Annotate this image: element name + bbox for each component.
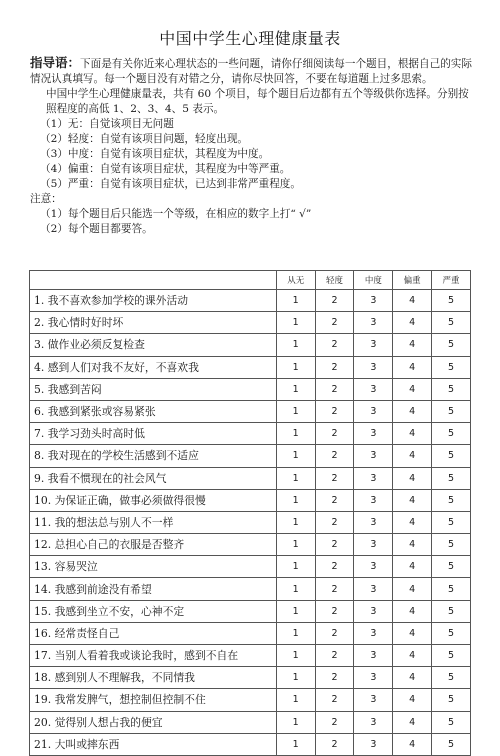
level-item: （5）严重：自觉有该项目症状，已达到非常严重程度。 [40,178,301,190]
score-option[interactable]: 3 [354,423,393,445]
score-option[interactable]: 5 [432,689,471,711]
score-option[interactable]: 2 [315,467,354,489]
score-option[interactable]: 1 [276,356,315,378]
score-option[interactable]: 5 [432,667,471,689]
score-option[interactable]: 2 [315,489,354,511]
question-text: 3. 做作业必须反复检查 [30,334,277,356]
question-text: 17. 当别人看着我或谈论我时，感到不自在 [30,645,277,667]
table-row [30,534,471,556]
score-option[interactable]: 5 [432,334,471,356]
score-option[interactable]: 5 [432,423,471,445]
score-option[interactable]: 2 [315,290,354,312]
score-option[interactable]: 4 [393,312,432,334]
score-option[interactable]: 2 [315,312,354,334]
score-option[interactable]: 5 [432,556,471,578]
score-option[interactable]: 3 [354,645,393,667]
notes-list [30,207,472,237]
score-option[interactable]: 4 [393,645,432,667]
score-option[interactable]: 4 [393,600,432,622]
question-text: 9. 我看不惯现在的社会风气 [30,467,277,489]
table-row [30,489,471,511]
notes-heading: 注意： [30,193,62,205]
score-option[interactable]: 2 [315,578,354,600]
instructions [30,55,472,237]
score-option[interactable]: 1 [276,334,315,356]
score-option[interactable]: 1 [276,445,315,467]
score-option[interactable]: 4 [393,378,432,400]
question-text: 19. 我常发脾气，想控制但控制不住 [30,689,277,711]
score-option[interactable]: 4 [393,534,432,556]
score-option[interactable]: 3 [354,445,393,467]
score-option[interactable]: 4 [393,667,432,689]
table-row [30,556,471,578]
score-option[interactable]: 5 [432,290,471,312]
question-text: 13. 容易哭泣 [30,556,277,578]
score-option[interactable]: 2 [315,334,354,356]
score-option[interactable]: 4 [393,578,432,600]
score-option[interactable]: 5 [432,378,471,400]
score-option[interactable]: 1 [276,667,315,689]
score-option[interactable]: 3 [354,378,393,400]
page-title: 中国中学生心理健康量表 [159,29,341,48]
score-option[interactable]: 2 [315,689,354,711]
header-none: 从无 [276,271,315,290]
score-option[interactable]: 2 [315,600,354,622]
guide-lead: 指导语： [30,55,81,70]
score-option[interactable]: 3 [354,622,393,644]
score-option[interactable]: 3 [354,534,393,556]
table-row [30,334,471,356]
score-option[interactable]: 5 [432,467,471,489]
score-option[interactable]: 3 [354,467,393,489]
score-option[interactable]: 3 [354,689,393,711]
table-row [30,667,471,689]
question-text: 11. 我的想法总与别人不一样 [30,511,277,533]
score-option[interactable]: 1 [276,689,315,711]
score-option[interactable]: 2 [315,622,354,644]
score-option[interactable]: 5 [432,534,471,556]
score-option[interactable]: 3 [354,600,393,622]
header-fairly-severe: 偏重 [393,271,432,290]
score-option[interactable]: 5 [432,711,471,733]
score-option[interactable]: 2 [315,400,354,422]
table-header-row [30,271,471,290]
question-text: 5. 我感到苦闷 [30,378,277,400]
table-row [30,578,471,600]
guide-paragraph [30,55,472,87]
header-severe: 严重 [432,271,471,290]
score-option[interactable]: 3 [354,578,393,600]
score-option[interactable]: 5 [432,511,471,533]
score-option[interactable]: 3 [354,489,393,511]
score-option[interactable]: 5 [432,400,471,422]
score-option[interactable]: 3 [354,312,393,334]
score-option[interactable]: 1 [276,711,315,733]
score-option[interactable]: 4 [393,334,432,356]
level-item: （2）轻度：自觉有该项目问题，轻度出现。 [40,133,249,145]
score-option[interactable]: 1 [276,489,315,511]
score-option[interactable]: 3 [354,334,393,356]
score-option[interactable]: 5 [432,489,471,511]
score-option[interactable]: 2 [315,645,354,667]
score-option[interactable]: 3 [354,356,393,378]
score-option[interactable]: 2 [315,445,354,467]
score-option[interactable]: 4 [393,689,432,711]
scale-description: 中国中学生心理健康量表，共有 60 个项目，每个题目后边都有五个等级供你选择。分别按照程度的高低 1、2、3、4、5 表示。 [46,88,469,115]
score-option[interactable]: 2 [315,667,354,689]
question-text: 4. 感到人们对我不友好，不喜欢我 [30,356,277,378]
score-option[interactable]: 3 [354,711,393,733]
question-text: 1. 我不喜欢参加学校的课外活动 [30,290,277,312]
table-row [30,645,471,667]
level-item: （3）中度：自觉有该项目症状，其程度为中度。 [40,148,270,160]
score-option[interactable]: 1 [276,378,315,400]
score-option[interactable]: 4 [393,290,432,312]
note-item: （1）每个题目后只能选一个等级，在相应的数字上打“ √” [40,208,312,220]
score-option[interactable]: 1 [276,622,315,644]
table-row [30,511,471,533]
score-option[interactable]: 4 [393,467,432,489]
score-option[interactable]: 2 [315,733,354,755]
score-option[interactable]: 4 [393,711,432,733]
score-option[interactable]: 3 [354,290,393,312]
score-option[interactable]: 4 [393,489,432,511]
score-option[interactable]: 2 [315,511,354,533]
score-option[interactable]: 5 [432,622,471,644]
score-option[interactable]: 4 [393,733,432,755]
question-text: 12. 总担心自己的衣服是否整齐 [30,534,277,556]
score-option[interactable]: 2 [315,423,354,445]
score-option[interactable]: 2 [315,378,354,400]
level-item: （4）偏重：自觉有该项目症状，其程度为中等严重。 [40,163,291,175]
table-row [30,290,471,312]
score-option[interactable]: 2 [315,534,354,556]
score-option[interactable]: 1 [276,645,315,667]
table-row [30,378,471,400]
level-item: （1）无：自觉该项目无问题 [40,118,174,130]
score-option[interactable]: 1 [276,534,315,556]
question-text: 16. 经常责怪自己 [30,622,277,644]
score-option[interactable]: 2 [315,556,354,578]
table-row [30,689,471,711]
score-option[interactable]: 3 [354,400,393,422]
header-moderate: 中度 [354,271,393,290]
table-row [30,711,471,733]
score-option[interactable]: 1 [276,400,315,422]
note-item: （2）每个题目都要答。 [40,223,153,235]
table-row [30,445,471,467]
table-row [30,733,471,755]
score-option[interactable]: 3 [354,511,393,533]
table-row [30,423,471,445]
score-option[interactable]: 5 [432,578,471,600]
question-text: 15. 我感到坐立不安，心神不定 [30,600,277,622]
score-option[interactable]: 4 [393,511,432,533]
score-option[interactable]: 4 [393,556,432,578]
score-option[interactable]: 1 [276,467,315,489]
header-mild: 轻度 [315,271,354,290]
score-option[interactable]: 4 [393,423,432,445]
table-row [30,467,471,489]
level-list [30,117,472,192]
table-row [30,622,471,644]
question-text: 21. 大叫或摔东西 [30,733,277,755]
score-option[interactable]: 4 [393,445,432,467]
question-text: 6. 我感到紧张或容易紧张 [30,400,277,422]
score-option[interactable]: 3 [354,733,393,755]
question-text: 20. 觉得别人想占我的便宜 [30,711,277,733]
table-row [30,356,471,378]
score-option[interactable]: 1 [276,578,315,600]
score-option[interactable]: 1 [276,600,315,622]
guide-text: 下面是有关你近来心理状态的一些问题，请你仔细阅读每一个题目，根据自己的实际情况认真填写。每一个题目没有对错之分，请你尽快回答，不要在每道题上过多思索。 [30,58,472,85]
score-option[interactable]: 2 [315,356,354,378]
question-text: 10. 为保证正确，做事必须做得很慢 [30,489,277,511]
rating-table [29,270,471,756]
score-option[interactable]: 4 [393,400,432,422]
score-option[interactable]: 3 [354,556,393,578]
question-text: 18. 感到别人不理解我，不同情我 [30,667,277,689]
table-row [30,600,471,622]
table-row [30,400,471,422]
score-option[interactable]: 1 [276,556,315,578]
score-option[interactable]: 1 [276,312,315,334]
score-option[interactable]: 5 [432,600,471,622]
question-text: 14. 我感到前途没有希望 [30,578,277,600]
question-text: 2. 我心情时好时坏 [30,312,277,334]
score-option[interactable]: 1 [276,423,315,445]
score-option[interactable]: 2 [315,711,354,733]
score-option[interactable]: 1 [276,511,315,533]
question-text: 8. 我对现在的学校生活感到不适应 [30,445,277,467]
question-text: 7. 我学习劲头时高时低 [30,423,277,445]
header-item [30,271,277,290]
score-option[interactable]: 5 [432,312,471,334]
score-option[interactable]: 5 [432,733,471,755]
score-option[interactable]: 3 [354,667,393,689]
score-option[interactable]: 1 [276,290,315,312]
score-option[interactable]: 1 [276,733,315,755]
table-row [30,312,471,334]
score-option[interactable]: 4 [393,622,432,644]
score-option[interactable]: 5 [432,356,471,378]
score-option[interactable]: 5 [432,645,471,667]
score-option[interactable]: 5 [432,445,471,467]
score-option[interactable]: 4 [393,356,432,378]
